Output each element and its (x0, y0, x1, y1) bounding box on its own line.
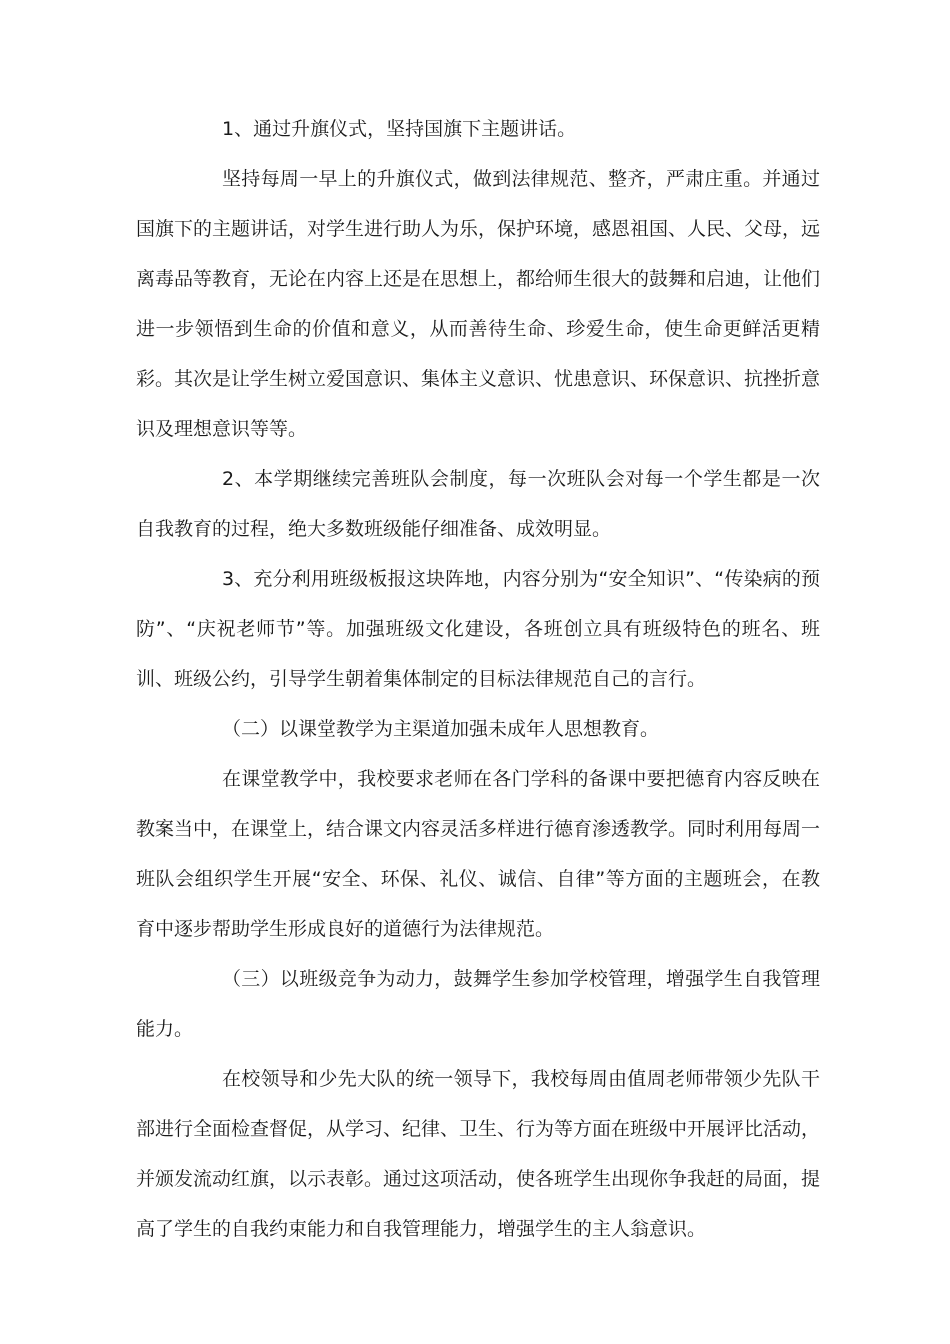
section-3-heading: （三）以班级竞争为动力，鼓舞学生参加学校管理，增强学生自我管理能力。 (136, 968, 820, 1040)
classroom-teaching-paragraph: 在课堂教学中，我校要求老师在各门学科的备课中要把德育内容反映在教案当中，在课堂上，结合课文内容灵活多样进行德育渗透教学。同时利用每周一班队会组织学生开展“安全、环保、礼仪、诚信、自律”等方面的主题班会，在教育中逐步帮助学生形成良好的道德行为法律规范。 (136, 768, 821, 940)
section-2-heading: （二）以课堂教学为主渠道加强未成年人思想教育。 (222, 718, 660, 740)
flag-ceremony-paragraph: 坚持每周一早上的升旗仪式，做到法律规范、整齐，严肃庄重。并通过国旗下的主题讲话，对学生进行助人为乐，保护环境，感恩祖国、人民、父母，远离毒品等教育，无论在内容上还是在思想上，都给师生很大的鼓舞和启迪，让他们进一步领悟到生命的价值和意义，从而善待生命、珍爱生命，使生命更鲜活更精彩。其次是让学生树立爱国意识、集体主义意识、忧患意识、环保意识、抗挫折意识及理想意识等等。 (136, 168, 821, 440)
item-3-paragraph: 3、充分利用班级板报这块阵地，内容分别为“安全知识”、“传染病的预防”、“庆祝老师节”等。加强班级文化建设，各班创立具有班级特色的班名、班训、班级公约，引导学生朝着集体制定的目标法律规范自己的言行。 (136, 568, 820, 690)
item-2-paragraph: 2、本学期继续完善班队会制度，每一次班队会对每一个学生都是一次自我教育的过程，绝大多数班级能仔细准备、成效明显。 (136, 468, 820, 540)
class-competition-paragraph: 在校领导和少先大队的统一领导下，我校每周由值周老师带领少先队干部进行全面检查督促，从学习、纪律、卫生、行为等方面在班级中开展评比活动，并颁发流动红旗，以示表彰。通过这项活动，使各班学生出现你争我赶的局面，提高了学生的自我约束能力和自我管理能力，增强学生的主人翁意识。 (136, 1068, 821, 1240)
document-page (136, 104, 820, 1254)
item-1-heading: 1、通过升旗仪式，坚持国旗下主题讲话。 (222, 118, 577, 140)
